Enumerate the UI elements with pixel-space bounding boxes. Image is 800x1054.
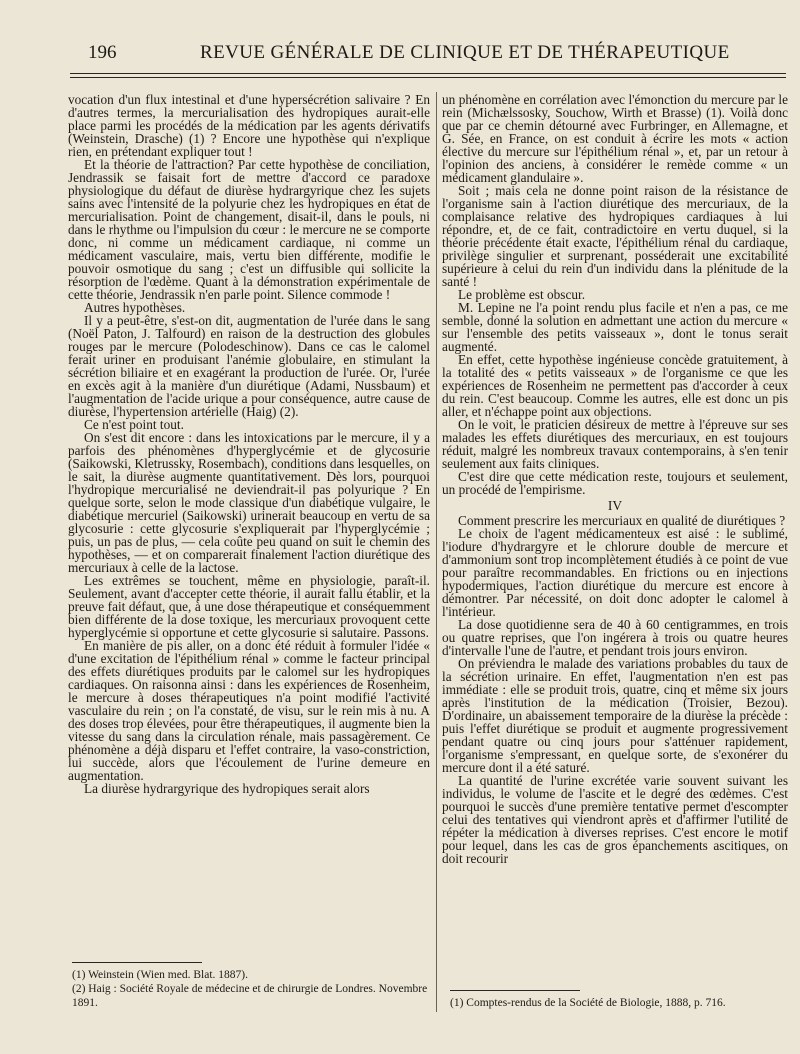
- paragraph: La dose quotidienne sera de 40 à 60 centigrammes, en trois ou quatre reprises, que l'on ingérera à trois ou quatre heures d'intervalle l'une de l'autre, et pendant trois jours environ.: [442, 617, 788, 658]
- footnote: (1) Comptes-rendus de la Société de Biologie, 1888, p. 716.: [450, 997, 726, 1009]
- paragraph: Autres hypothèses.: [84, 300, 186, 315]
- footnotes-right: [450, 996, 786, 1010]
- page-number: 196: [88, 42, 117, 63]
- header-rule-thin: [70, 77, 786, 78]
- column-divider: [436, 92, 437, 1012]
- paragraph: Soit ; mais cela ne donne point raison de la résistance de l'organisme sain à l'action diurétique des mercuriaux, de la complaisance relative des hydropiques cardiaques à lui répondre, et, de ce fait, contradictoire en vertu duquel, si la théorie précédente était exacte, l'épithélium rénal du cardiaque, privilège singulier et surprenant, posséderait une excitabilité supérieure à celui du rein d'un individu dans la plénitude de la santé !: [442, 183, 788, 289]
- paragraph: On préviendra le malade des variations probables du taux de la sécrétion urinaire. En effet, l'augmentation n'en est pas immédiate : elle se produit trois, quatre, cinq et même six jours après l'institution de la médication (Troisier, Bezou). D'ordinaire, un abaissement temporaire de la diurèse la précède : puis l'effet diurétique se produit et augmente progressivement pendant quatre ou cinq jours pour s'atténuer rapidement, l'organisme s'empressant, en quelque sorte, de s'exonérer du mercure dont il a été saturé.: [442, 656, 788, 775]
- paragraph: C'est dire que cette médication reste, toujours et seulement, un procédé de l'empirisme.: [442, 469, 788, 497]
- footnote: (2) Haig : Société Royale de médecine et de chirurgie de Londres. Novembre 1891.: [72, 983, 428, 1009]
- paragraph: M. Lepine ne l'a point rendu plus facile et n'en a pas, ce me semble, donné la solution en admettant une action du mercure « sur l'ensemble des petits vaisseaux », dont le tonus serait augmenté.: [442, 300, 788, 354]
- paragraph: Il y a peut-être, s'est-on dit, augmentation de l'urée dans le sang (Noël Paton, J. Talfourd) en raison de la destruction des globules rouges par le mercure (Polodeschinow). Dans ce cas le calomel ferait uriner en produisant l'anémie globulaire, en stimulant la sécrétion biliaire et en exagérant la production de l'urée. Or, l'urée en excès agit à la manière d'un diurétique (Adami, Nussbaum) et l'augmentation de l'acide urique a pour conséquence, autre cause de diurèse, l'hypertension artérielle (Haig) (2).: [68, 313, 430, 419]
- paragraph: un phénomène en corrélation avec l'émonction du mercure par le rein (Michælssosky, Souchow, Wirth et Brasse) (1). Voilà donc que par ce chemin détourné avec Furbringer, en Allemagne, et G. Sée, en France, on est conduit à écrire les mots « action élective du mercure sur l'épithélium rénal », et, par un retour à l'opinion des anciens, à considérer le remède comme « un médicament glandulaire ».: [442, 93, 788, 185]
- header-rule: [70, 73, 786, 74]
- paragraph: En effet, cette hypothèse ingénieuse concède gratuitement, à la totalité des « petits vaisseaux » de l'organisme ce que les expériences de Rosenheim ne permettent pas d'accorder à ceux du rein. C'est beaucoup. Comme les autres, elle est donc un pis aller, et n'échappe point aux objections.: [442, 352, 788, 419]
- paragraph: La quantité de l'urine excrétée varie souvent suivant les individus, le volume de l'ascite et le degré des œdèmes. C'est pourquoi le succès d'une première tentative permet d'escompter celui des tentatives qui viendront après et d'affirmer l'utilité de répéter la médication à diverses reprises. C'est encore le motif pour lequel, dans les cas de gros épanchements ascitiques, on doit recourir: [442, 773, 788, 866]
- footnote-rule-left: [72, 962, 202, 963]
- paragraph: Ce n'est point tout.: [84, 417, 184, 432]
- paragraph: On le voit, le praticien désireux de mettre à l'épreuve sur ses malades les effets diurétiques des mercuriaux, en est toujours réduit, malgré les nombreux travaux contemporains, à s'en tenir seulement aux faits cliniques.: [442, 417, 788, 471]
- page-header: [60, 40, 780, 70]
- running-title: REVUE GÉNÉRALE DE CLINIQUE ET DE THÉRAPEUTIQUE: [200, 42, 730, 63]
- paragraph: vocation d'un flux intestinal et d'une hypersécrétion salivaire ? En d'autres termes, la mercurialisation des hydropiques aurait-elle place parmi les procédés de la médication par les agents dérivatifs (Weinstein, Drasche) (1) ? Encore une hypothèse qui n'explique rien, en prétendant expliquer tout !: [68, 93, 430, 159]
- paragraph: La diurèse hydrargyrique des hydropiques serait alors: [84, 781, 370, 796]
- footnote-rule-right: [450, 990, 580, 991]
- paragraph: On s'est dit encore : dans les intoxications par le mercure, il y a parfois des phénomènes d'hyperglycémie et de glycosurie (Saikowski, Kletrussky, Rosembach), conditions dans lesquelles, on le sait, la diurèse augmente quantitativement. Dès lors, pourquoi l'hydropique mercurialisé ne deviendrait-il pas polyurique ? En quelque sorte, selon le mode classique d'un diabétique vulgaire, le diabétique mercuriel (Saikowski) urinerait beaucoup en vertu de sa glycosurie : cette glycosurie s'expliquerait par l'hyperglycémie ; puis, un pas de plus, — cela coûte peu quand on suit le chemin des hypothèses, — et on comparerait finalement l'action diurétique des mercuriaux à celle de la lactose.: [68, 430, 430, 575]
- left-column: [68, 93, 430, 943]
- paragraph: Et la théorie de l'attraction? Par cette hypothèse de conciliation, Jendrassik se faisait fort de mettre d'accord ce paradoxe physiologique du défaut de diurèse hydrargyrique chez les sujets sains avec l'intensité de la polyurie chez les hydropiques en état de mercurialisation. Point de changement, disait-il, dans le pouls, ni dans le rhythme ou l'impulsion du cœur : le mercure ne se comporte donc, ni comme un médicament cardiaque, ni comme un médicament vasculaire, mais, vertu bien différente, modifie le pouvoir osmotique du sang ; c'est un diffusible qui sollicite la résorption de l'œdème. Quant à la démonstration expérimentale de cette théorie, Jendrassik n'en parle point. Silence commode !: [68, 157, 430, 302]
- paragraph: Le problème est obscur.: [458, 287, 586, 302]
- footnotes-left: [72, 968, 432, 1010]
- section-number: IV: [607, 498, 623, 513]
- footnote: (1) Weinstein (Wien med. Blat. 1887).: [72, 969, 248, 981]
- paragraph: En manière de pis aller, on a donc été réduit à formuler l'idée « d'une excitation de l'épithélium rénal » comme le facteur principal des effets diurétiques produits par le calomel sur les hydropiques cardiaques. On raisonna ainsi : dans les expériences de Rosenheim, le mercure à doses thérapeutiques n'a point modifié l'activité vasculaire du rein ; on l'a constaté, de visu, sur le rein mis à nu. A des doses trop élevées, pour être thérapeutiques, il augmente bien la vitesse du sang dans la circulation rénale, mais passagèrement. Ce phénomène a déjà disparu et l'effet contraire, la vaso-constriction, lui succède, alors que l'écoulement de l'urine demeure en augmentation.: [68, 638, 430, 783]
- paragraph: Le choix de l'agent médicamenteux est aisé : le sublimé, l'iodure d'hydrargyre et le chlorure double de mercure et d'ammonium sont trop incomplètement étudiés à ce point de vue pour paraître recommandables. En frictions ou en injections hypodermiques, l'action diurétique du mercure est encore à démontrer. Par nécessité, on doit donc adopter le calomel à l'intérieur.: [442, 526, 788, 619]
- right-column: [442, 93, 788, 983]
- paragraph: Les extrêmes se touchent, même en physiologie, paraît-il. Seulement, avant d'accepter cette théorie, il aurait fallu établir, et la preuve fait défaut, que, à une dose thérapeutique et conséquemment bien différente de la dose toxique, les mercuriaux provoquent cette hyperglycémie si opportune et cette glycosurie si salutaire. Passons.: [68, 573, 430, 640]
- paragraph: Comment prescrire les mercuriaux en qualité de diurétiques ?: [458, 513, 786, 528]
